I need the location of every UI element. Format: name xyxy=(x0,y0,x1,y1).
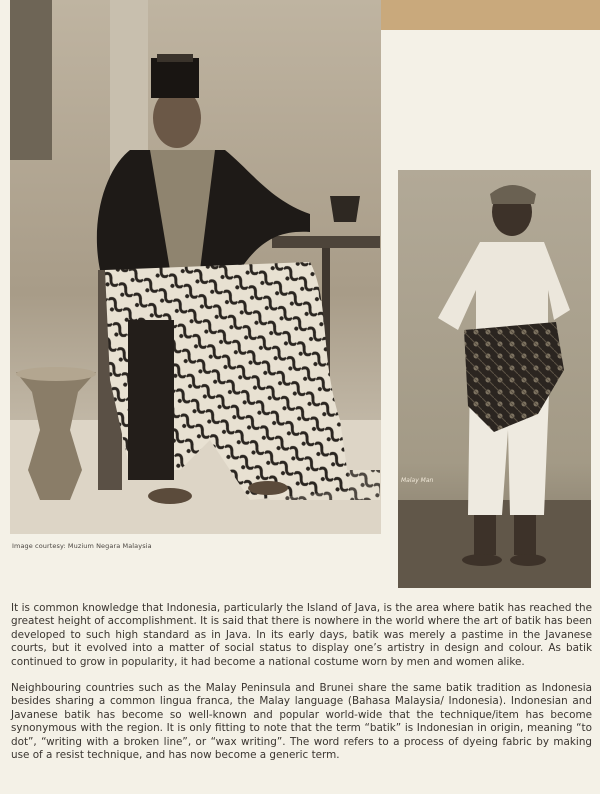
top-accent-bar xyxy=(381,0,600,30)
image-caption: Image courtesy: Muzium Negara Malaysia xyxy=(12,542,152,550)
paragraph: Neighbouring countries such as the Malay Peninsula and Brunei share the same batik tradition as Indonesia besides sharing a common lingua franca, the Malay language (Bahasa Malaysia/ Indonesia). Indonesian and Javanese batik has become so well-known and popular world-wide that the technique/item has become synonymous with the region. It is only fitting to note that the term “batik” is Indonesian in origin, meaning “to dot”, “writing with a broken line”, or “wax writing”. The word refers to a process of dyeing fabric by making use of a resist technique, and has now become a generic term. xyxy=(11,682,592,762)
main-photo-illustration xyxy=(10,0,381,534)
side-photo xyxy=(398,170,591,588)
side-photo-label: Malay Man xyxy=(401,477,434,484)
article-body xyxy=(11,602,592,775)
paragraph: It is common knowledge that Indonesia, particularly the Island of Java, is the area where batik has reached the greatest height of accomplishment. It is said that there is nowhere in the world where the art of batik has been developed to such high standard as in Java. In its early days, batik was merely a pastime in the Javanese courts, but it evolved into a matter of social status to display one’s artistry in design and colour. As batik continued to grow in popularity, it had become a national costume worn by men and women alike. xyxy=(11,602,592,668)
side-photo-illustration xyxy=(398,170,591,588)
main-photo xyxy=(10,0,381,534)
